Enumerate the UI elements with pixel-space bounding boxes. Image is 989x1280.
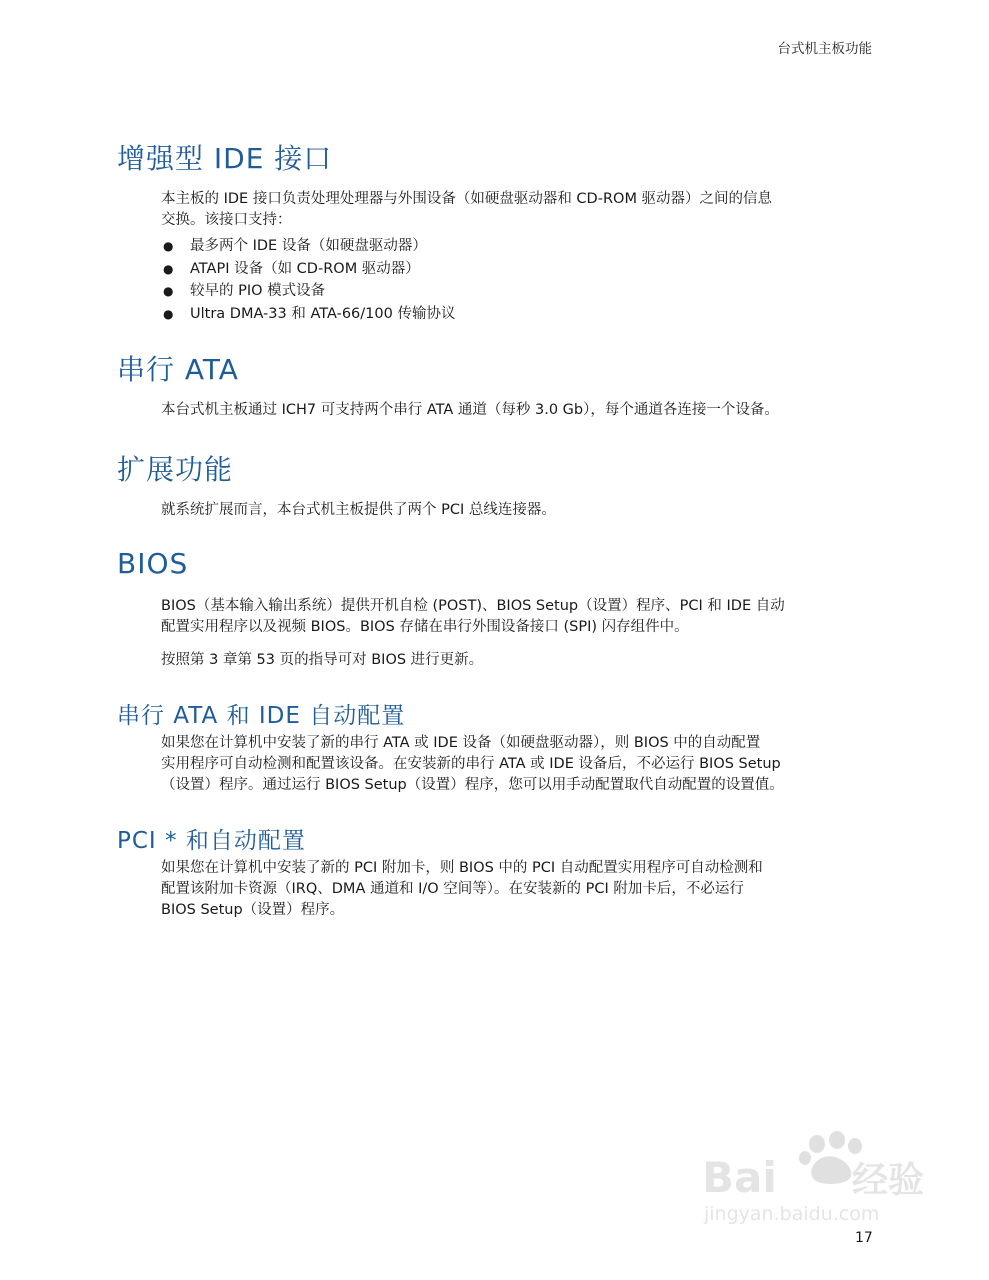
heading-ide-interface: 增强型 IDE 接口 [117,142,333,175]
bios-line-1: BIOS（基本输入输出系统）提供开机自检 (POST)、BIOS Setup（设置）程序、PCI 和 IDE 自动 [161,598,785,614]
expansion-paragraph: 就系统扩展而言，本台式机主板提供了两个 PCI 总线连接器。 [161,502,556,518]
pci-line-3: BIOS Setup（设置）程序。 [161,902,345,918]
list-item-text: Ultra DMA-33 和 ATA-66/100 传输协议 [190,305,456,322]
ide-intro-paragraph [161,189,881,231]
baidu-watermark-logo [700,1130,940,1225]
bios-update-note: 按照第 3 章第 53 页的指导可对 BIOS 进行更新。 [161,652,484,668]
list-item [161,235,861,258]
autoconfig-line-2: 实用程序可自动检测和配置该设备。在安装新的串行 ATA 或 IDE 设备后，不必运行 BIOS Setup [161,756,781,772]
running-header: 台式机主板功能 [777,41,872,57]
ide-support-list [161,235,861,325]
svg-text:经验: 经验 [852,1160,925,1201]
heading-bios: BIOS [117,547,189,580]
ide-intro-line-2: 交换。该接口支持： [161,212,292,228]
bullet-icon: ● [163,239,174,253]
list-item [161,303,861,326]
pci-line-2: 配置该附加卡资源（IRQ、DMA 通道和 I/O 空间等）。在安装新的 PCI 附加卡后，不必运行 [161,881,744,897]
bullet-icon: ● [163,284,174,298]
list-item-text: 较早的 PIO 模式设备 [190,283,326,299]
heading-pci-autoconfig: PCI * 和自动配置 [117,828,306,854]
list-item [161,280,861,303]
autoconfig-line-3: （设置）程序。通过运行 BIOS Setup（设置）程序，您可以用手动配置取代自动配置的设置值。 [161,777,784,793]
bios-paragraph [161,596,881,638]
autoconfig-line-1: 如果您在计算机中安装了新的串行 ATA 或 IDE 设备（如硬盘驱动器），则 BIOS 中的自动配置 [161,735,761,751]
heading-expansion: 扩展功能 [117,453,234,486]
ide-intro-line-1: 本主板的 IDE 接口负责处理处理器与外围设备（如硬盘驱动器和 CD-ROM 驱动器）之间的信息 [161,191,773,207]
pci-autoconfig-paragraph [161,858,881,921]
bullet-icon: ● [163,261,174,276]
page-number: 17 [855,1230,873,1246]
bullet-icon: ● [163,306,174,321]
heading-serial-ata: 串行 ATA [117,353,239,386]
svg-text:Bai: Bai [702,1153,777,1202]
sata-ide-autoconfig-paragraph [161,733,881,796]
list-item-text: ATAPI 设备（如 CD-ROM 驱动器） [190,260,420,277]
svg-text:jingyan.baidu.com: jingyan.baidu.com [704,1203,880,1225]
bios-line-2: 配置实用程序以及视频 BIOS。BIOS 存储在串行外围设备接口 (SPI) 闪存组件中。 [161,619,689,635]
pci-line-1: 如果您在计算机中安装了新的 PCI 附加卡，则 BIOS 中的 PCI 自动配置实用程序可自动检测和 [161,860,763,876]
list-item [161,258,861,281]
sata-paragraph: 本台式机主板通过 ICH7 可支持两个串行 ATA 通道（每秒 3.0 Gb），每个通道各连接一个设备。 [161,402,779,418]
heading-sata-ide-autoconfig: 串行 ATA 和 IDE 自动配置 [117,703,406,729]
list-item-text: 最多两个 IDE 设备（如硬盘驱动器） [190,238,427,254]
